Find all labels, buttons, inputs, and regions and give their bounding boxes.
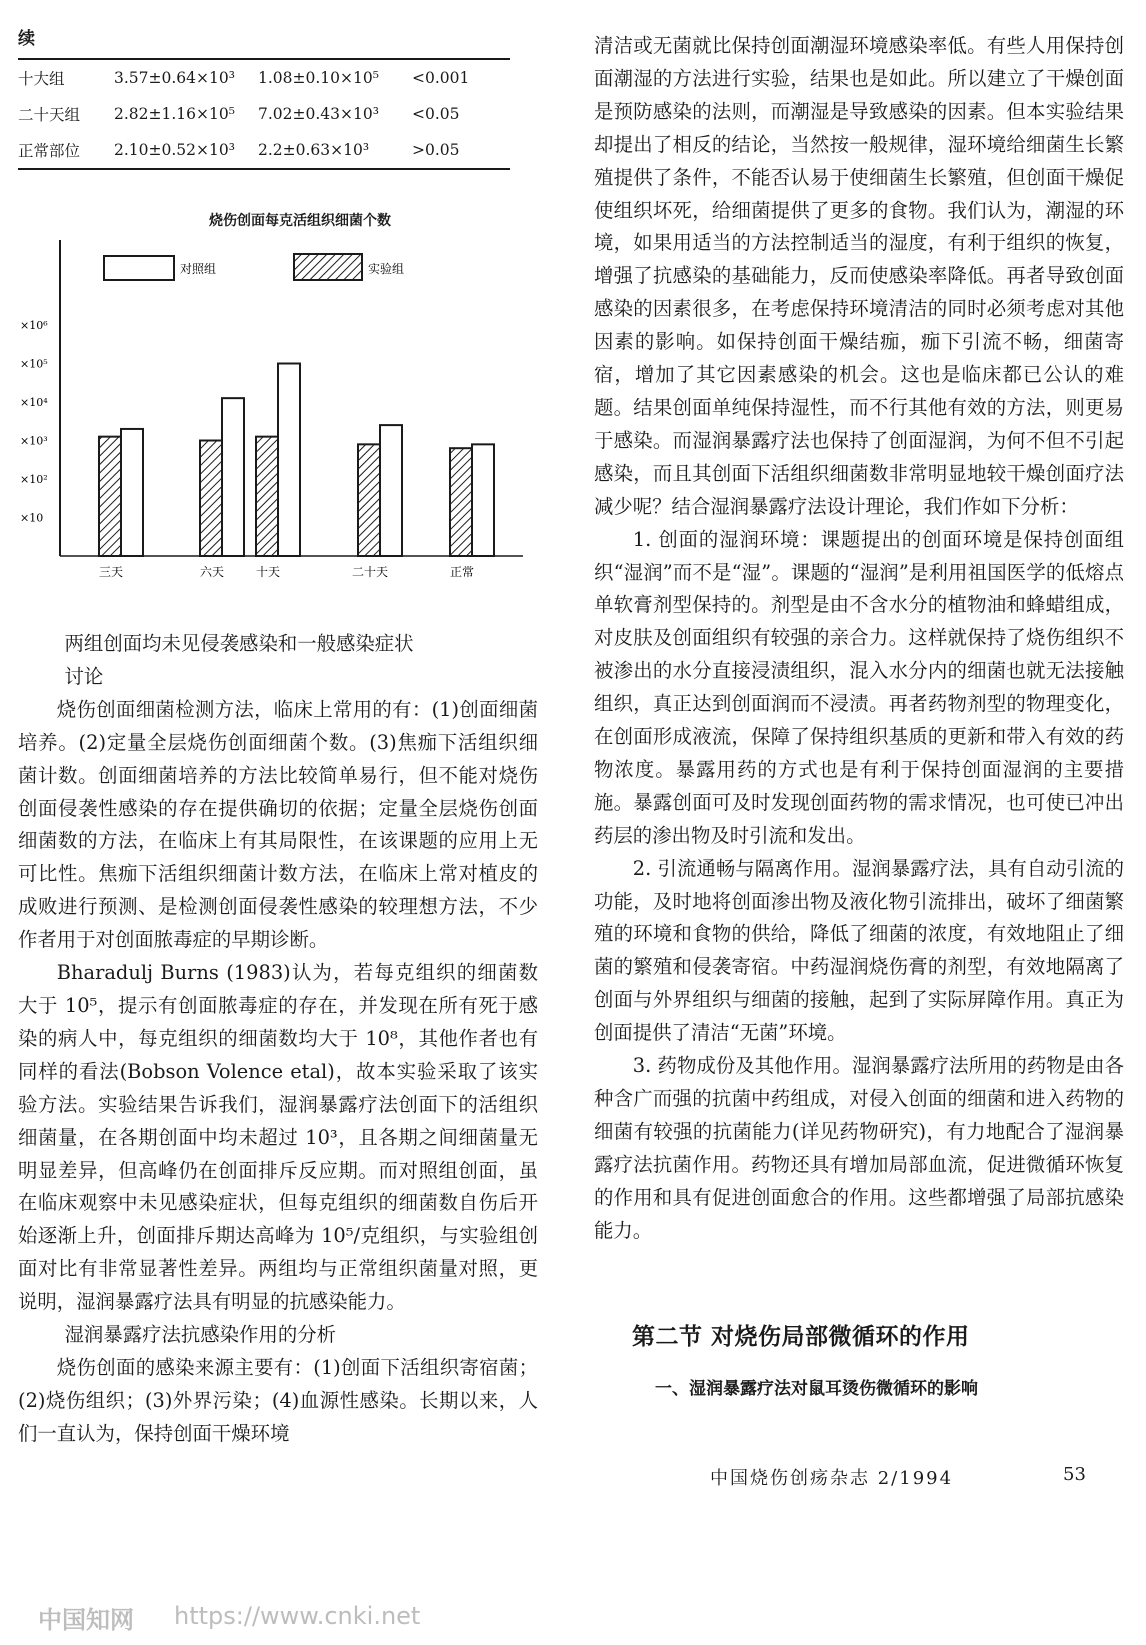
table-row — [18, 96, 510, 132]
paragraph: 烧伤创面细菌检测方法，临床上常用的有：(1)创面细菌培养。(2)定量全层烧伤创面细菌个数。(3)焦痂下活组织细菌计数。创面细菌培养的方法比较简单易行，但不能对烧伤创面侵袭性感染的存在提供确切的依据；定量全层烧伤创面细菌数的方法，在临床上有其局限性，在该课题的应用上无可比性。焦痂下活组织细菌计数方法，在临床上常对植皮的成败进行预测、是检测创面侵袭性感染的较理想方法，不少作者用于对创面脓毒症的早期诊断。 — [18, 697, 538, 952]
experiment-value: 7.02±0.43×10³ — [258, 105, 379, 123]
bar-experiment — [99, 437, 121, 556]
bar-control — [222, 398, 244, 556]
journal-footer: 中国烧伤创疡杂志 2/1994 — [710, 1468, 954, 1489]
bar-control — [278, 364, 300, 557]
paragraph: Bharadulj Burns (1983)认为，若每克组织的细菌数大于 10⁵，提示有创面脓毒症的存在，并发现在所有死于感染的病人中，每克组织的细菌数均大于 10⁸，其他作者也有同样的看法(Bobson Volence etal)，故本实验采取了该实验方法。实验结果告诉我们，湿润暴露疗法创面下的活组织细菌量，在各期创面中均未超过 10³，且各期之间细菌量无明显差异，但高峰仍在创面排斥反应期。而对照组创面，虽在临床观察中未见感染症状，但每克组织的细菌数自伤后开始逐渐上升，创面排斥期达高峰为 10⁵/克组织，与实验组创面对比有非常显著性差异。两组均与正常组织菌量对照，更说明，湿润暴露疗法具有明显的抗感染能力。 — [18, 961, 538, 1314]
figure-caption: 两组创面均未见侵袭感染和一般感染症状 — [64, 632, 414, 655]
paragraph: 3. 药物成份及其他作用。湿润暴露疗法所用的药物是由各种含广而强的抗菌中药组成，对侵入创面的细菌和进入药物的细菌有较强的抗菌能力(详见药物研究)，有力地配合了湿润暴露疗法抗菌作用。药物还具有增加局部血流，促进微循环恢复的作用和具有促进创面愈合的作用。这些都增强了局部抗感染能力。 — [594, 1054, 1124, 1242]
paragraph: 1. 创面的湿润环境：课题提出的创面环境是保持创面组织“湿润”而不是“湿”。课题的“湿润”是利用祖国医学的低熔点单软膏剂型保持的。剂型是由不含水分的植物油和蜂蜡组成，对皮肤及创面组织有较强的亲合力。这样就保持了烧伤组织不被渗出的水分直接浸渍组织，混入水分内的细菌也就无法接触组织，真正达到创面润而不浸渍。再者药物剂型的物理变化，在创面形成液流，保障了保持组织基质的更新和带入有效的药物浓度。暴露用药的方式也是有利于保持创面湿润的主要措施。暴露创面可及时发现创面药物的需求情况，也可使已冲出药层的渗出物及时引流和发出。 — [594, 527, 1124, 847]
y-tick-label: ×10⁴ — [20, 396, 48, 409]
bar-experiment — [200, 441, 222, 557]
p-value: <0.05 — [412, 105, 460, 123]
p-value: <0.001 — [412, 69, 470, 87]
page-number: 53 — [1063, 1464, 1086, 1485]
paragraph: 烧伤创面的感染来源主要有：(1)创面下活组织寄宿菌；(2)烧伤组织；(3)外界污染；(4)血源性感染。长期以来，人们一直认为，保持创面干燥环境 — [18, 1355, 538, 1445]
y-tick-label: ×10⁵ — [20, 357, 48, 371]
subsection-title: 一、湿润暴露疗法对鼠耳烫伤微循环的影响 — [655, 1379, 978, 1399]
control-value: 3.57±0.64×10³ — [114, 69, 235, 87]
cnki-watermark: 中国知网 — [38, 1606, 134, 1634]
x-tick-label: 正常 — [449, 565, 475, 579]
x-tick-label: 二十天 — [351, 565, 389, 579]
right-column-text — [594, 30, 1124, 1248]
row-label: 二十天组 — [18, 106, 81, 124]
bar-control — [121, 429, 143, 556]
x-tick-label: 六天 — [199, 565, 225, 579]
y-tick-label: ×10² — [20, 473, 48, 486]
cnki-url-watermark: https://www.cnki.net — [174, 1602, 421, 1630]
control-value: 2.10±0.52×10³ — [114, 141, 235, 159]
bar-chart — [18, 240, 538, 610]
legend-control-label: 对照组 — [180, 262, 217, 276]
bar-experiment — [256, 437, 278, 556]
row-label: 正常部位 — [18, 142, 81, 160]
experiment-value: 2.2±0.63×10³ — [258, 141, 370, 159]
bar-experiment — [358, 444, 380, 556]
left-column-text — [18, 628, 538, 1451]
legend-experiment-label: 实验组 — [368, 262, 405, 276]
x-tick-label: 三天 — [98, 565, 124, 579]
bar-control — [472, 444, 494, 556]
control-value: 2.82±1.16×10⁵ — [114, 105, 235, 123]
table-row — [18, 132, 510, 169]
y-tick-label: ×10 — [20, 511, 44, 525]
bar-experiment — [450, 448, 472, 556]
legend-control-swatch — [104, 256, 174, 280]
row-label: 十大组 — [18, 70, 65, 88]
section-title: 第二节 对烧伤局部微循环的作用 — [632, 1324, 970, 1350]
paragraph: 2. 引流通畅与隔离作用。湿润暴露疗法，具有自动引流的功能，及时地将创面渗出物及液化物引流排出，破坏了细菌繁殖的环境和食物的供给，降低了细菌的浓度，有效地阻止了细菌的繁殖和侵袭寄宿。中药湿润烧伤膏的剂型，有效地隔离了创面与外界组织与细菌的接触，起到了实际屏障作用。真正为创面提供了清洁“无菌”环境。 — [594, 856, 1124, 1045]
experiment-value: 1.08±0.10×10⁵ — [258, 69, 379, 87]
p-value: >0.05 — [412, 141, 460, 159]
sub-heading: 湿润暴露疗法抗感染作用的分析 — [64, 1323, 337, 1347]
bar-control — [380, 425, 402, 556]
table-continued-label: 续 — [18, 29, 35, 49]
paragraph: 清洁或无菌就比保持创面潮湿环境感染率低。有些人用保持创面潮湿的方法进行实验，结果也是如此。所以建立了干燥创面是预防感染的法则，而潮湿是导致感染的因素。但本实验结果却提出了相反的结论，当然按一般规律，湿环境给细菌生长繁殖提供了条件，不能否认易于使细菌生长繁殖，但创面干燥促使组织坏死，给细菌提供了更多的食物。我们认为，潮湿的环境，如果用适当的方法控制适当的湿度，有利于组织的恢复，增强了抗感染的基础能力，反而使感染率降低。再者导致创面感染的因素很多，在考虑保持环境清洁的同时必须考虑对其他因素的影响。如保持创面干燥结痂，痂下引流不畅，细菌寄宿，增加了其它因素感染的机会。这也是临床都已公认的难题。结果创面单纯保持湿性，而不行其他有效的方法，则更易于感染。而湿润暴露疗法也保持了创面湿润，为何不但不引起感染，而且其创面下活组织细菌数非常明显地较干燥创面疗法减少呢？结合湿润暴露疗法设计理论，我们作如下分析： — [594, 34, 1124, 518]
y-tick-label: ×10³ — [20, 434, 48, 448]
table-row — [18, 59, 510, 96]
legend-experiment-swatch — [294, 254, 362, 280]
x-tick-label: 十天 — [255, 565, 281, 579]
chart-title: 烧伤创面每克活组织细菌个数 — [209, 213, 391, 229]
discussion-heading: 讨论 — [64, 664, 104, 688]
bacteria-count-table — [18, 58, 510, 170]
y-tick-label: ×10⁶ — [20, 319, 48, 332]
